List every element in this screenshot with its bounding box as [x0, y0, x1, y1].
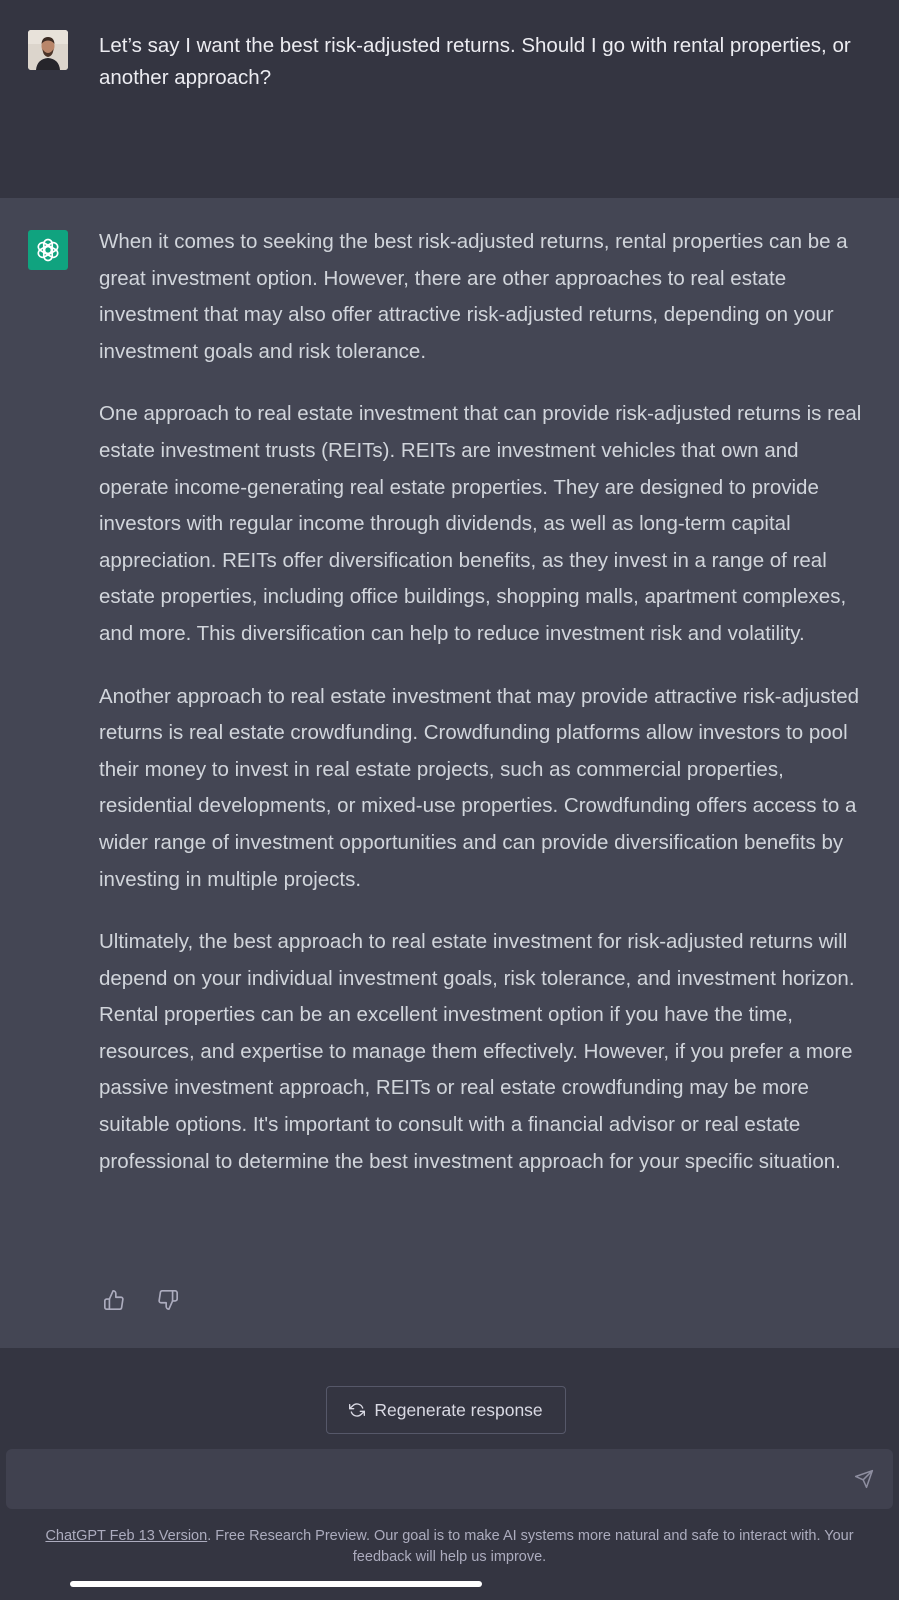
message-input[interactable] — [22, 1467, 826, 1497]
home-indicator[interactable] — [70, 1581, 482, 1587]
thumbs-down-button[interactable] — [156, 1288, 180, 1312]
thumbs-up-button[interactable] — [102, 1288, 126, 1312]
answer-paragraph: Ultimately, the best approach to real estate investment for risk-adjusted returns will depend on your individual investment goals, risk tolerance, and investment horizon. Rental properties can be an excellent investment option if you have the time, resources, and expertise to manage them effectively. However, if you prefer a more passive investment approach, REITs or real estate crowdfunding may be more suitable options. It's important to consult with a financial advisor or real estate professional to determine the best investment approach for your specific situation. — [99, 930, 855, 1173]
footer-text: . Free Research Preview. Our goal is to make AI systems more natural and safe to interact with. Your feedback will help us improve. — [207, 1528, 854, 1565]
footer-disclaimer — [20, 1526, 879, 1568]
answer-paragraph: One approach to real estate investment that can provide risk-adjusted returns is real estate investment trusts (REITs). REITs are investment vehicles that own and operate income-generating real estate properties. They are designed to provide investors with regular income through dividends, as well as long-term capital appreciation. REITs offer diversification benefits, as they invest in a range of real estate properties, including office buildings, shopping malls, apartment complexes, and more. This diversification can help to reduce investment risk and volatility. — [99, 402, 862, 645]
message-composer — [6, 1449, 893, 1509]
regenerate-label: Regenerate response — [374, 1399, 543, 1420]
answer-paragraph: When it comes to seeking the best risk-adjusted returns, rental properties can be a great investment option. However, there are other approaches to real estate investment that may also offer attractive risk-adjusted returns, depending on your investment goals and risk tolerance. — [99, 230, 848, 363]
refresh-icon — [349, 1402, 365, 1418]
feedback-buttons — [102, 1288, 180, 1312]
version-link[interactable]: ChatGPT Feb 13 Version — [45, 1528, 208, 1544]
chatgpt-logo-icon — [28, 230, 68, 270]
user-avatar — [28, 30, 68, 70]
regenerate-response-button[interactable] — [326, 1386, 566, 1434]
send-icon — [854, 1469, 874, 1489]
thumbs-down-icon — [157, 1289, 179, 1311]
assistant-message-text — [99, 224, 869, 1206]
user-message-text: Let’s say I want the best risk-adjusted returns. Should I go with rental properties, or another approach? — [99, 34, 851, 89]
thumbs-up-icon — [103, 1289, 125, 1311]
answer-paragraph: Another approach to real estate investment that may provide attractive risk-adjusted returns is real estate crowdfunding. Crowdfunding platforms allow investors to pool their money to invest in real estate projects, such as commercial properties, residential developments, or mixed-use properties. Crowdfunding offers access to a wider range of investment opportunities and can provide diversification benefits by investing in multiple projects. — [99, 684, 860, 891]
send-button[interactable] — [851, 1466, 877, 1492]
assistant-message-row — [0, 198, 899, 1348]
user-message-row — [0, 0, 899, 199]
